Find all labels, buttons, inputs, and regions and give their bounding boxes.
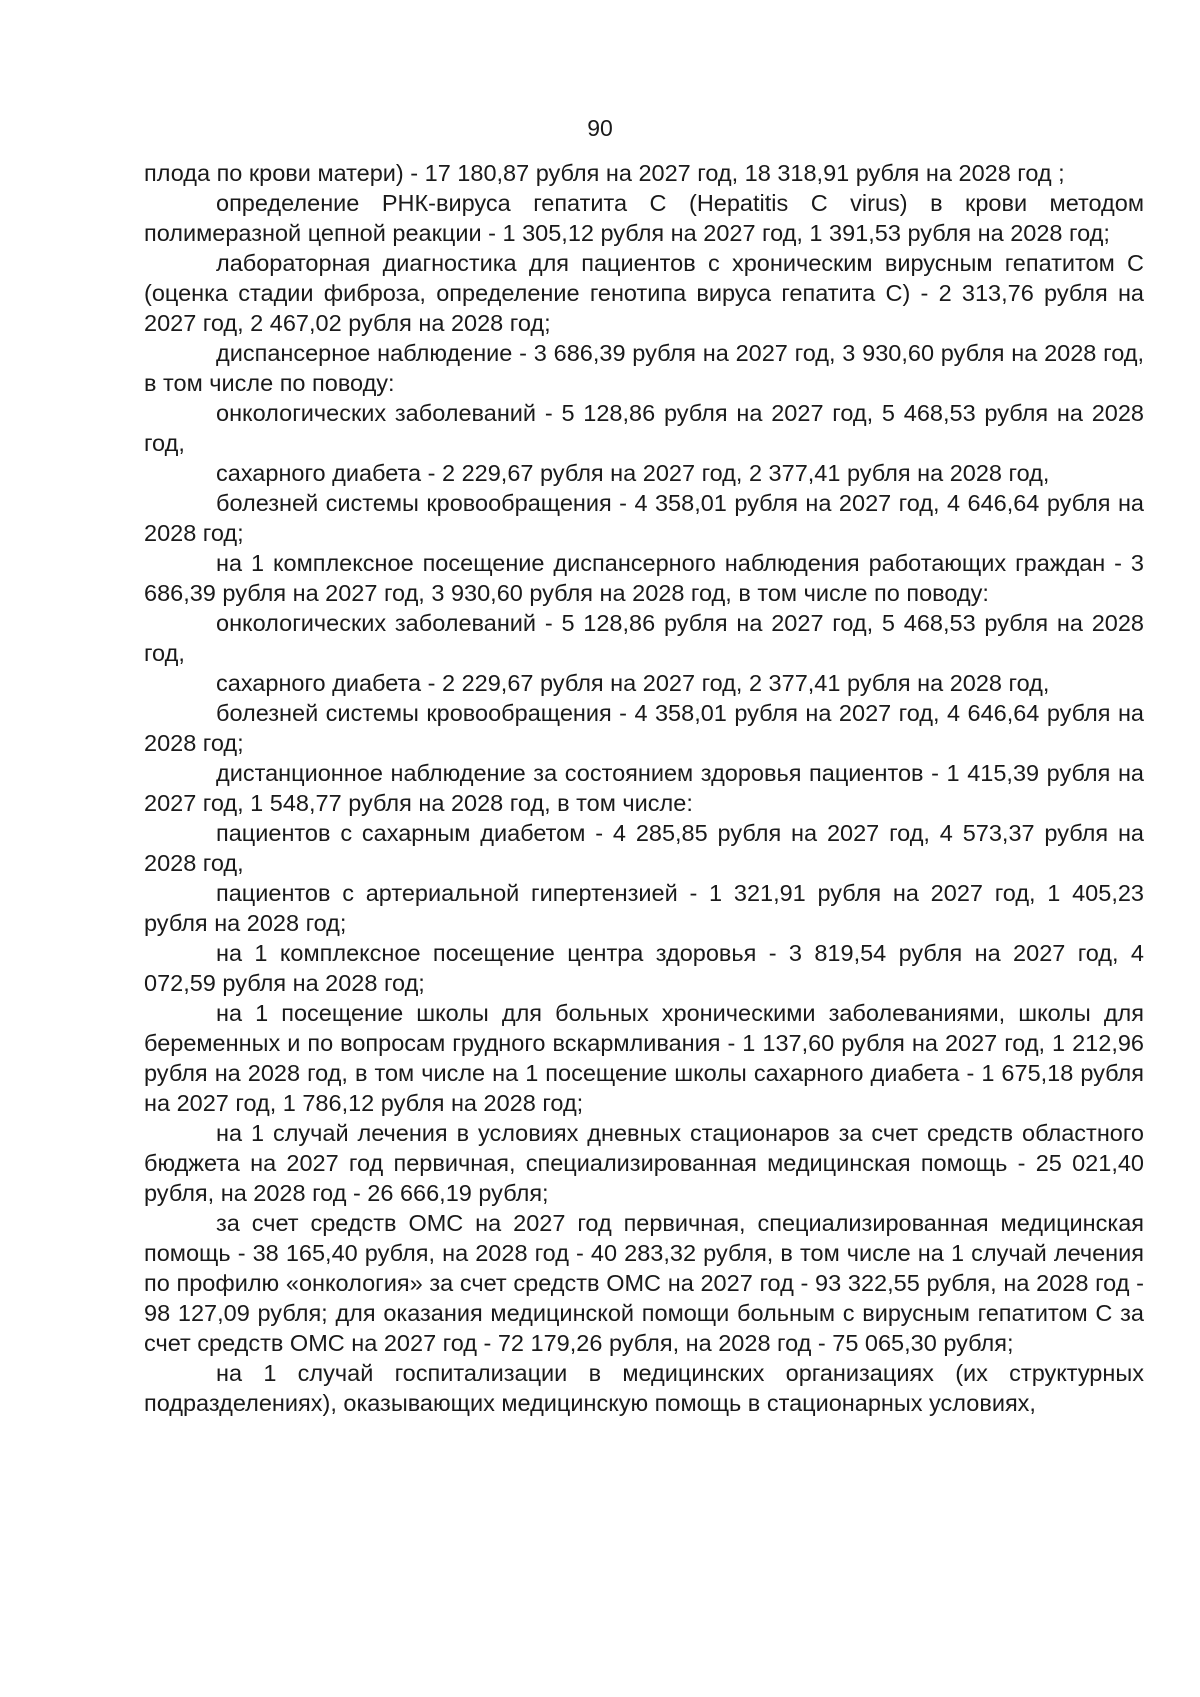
paragraph: на 1 случай лечения в условиях дневных стационаров за счет средств областного бюджета на 2027 год первичная, специализированная медицинская помощь - 25 021,40 рубля, на 2028 год - 26 666,19 рубля; bbox=[144, 1120, 1144, 1206]
paragraph: на 1 посещение школы для больных хроническими заболеваниями, школы для беременных и по вопросам грудного вскармливания - 1 137,60 рубля на 2027 год, 1 212,96 рубля на 2028 год, в том числе на 1 посещение школы сахарного диабета - 1 675,18 рубля на 2027 год, 1 786,12 рубля на 2028 год; bbox=[144, 1000, 1144, 1116]
paragraph: на 1 комплексное посещение диспансерного наблюдения работающих граждан - 3 686,39 рубля на 2027 год, 3 930,60 рубля на 2028 год, в том числе по поводу: bbox=[144, 550, 1144, 606]
paragraph: определение РНК-вируса гепатита С (Hepatitis C virus) в крови методом полимеразной цепной реакции - 1 305,12 рубля на 2027 год, 1 391,53 рубля на 2028 год; bbox=[144, 190, 1144, 246]
paragraph: сахарного диабета - 2 229,67 рубля на 2027 год, 2 377,41 рубля на 2028 год, bbox=[216, 460, 1050, 486]
paragraph: дистанционное наблюдение за состоянием здоровья пациентов - 1 415,39 рубля на 2027 год, 1 548,77 рубля на 2028 год, в том числе: bbox=[144, 760, 1144, 816]
document-body bbox=[144, 158, 1144, 1418]
paragraph: диспансерное наблюдение - 3 686,39 рубля на 2027 год, 3 930,60 рубля на 2028 год, в том числе по поводу: bbox=[144, 340, 1144, 396]
page-number: 90 bbox=[587, 115, 613, 141]
paragraph: плода по крови матери) - 17 180,87 рубля на 2027 год, 18 318,91 рубля на 2028 год ; bbox=[144, 160, 1065, 186]
paragraph: пациентов с сахарным диабетом - 4 285,85 рубля на 2027 год, 4 573,37 рубля на 2028 год, bbox=[144, 820, 1144, 876]
paragraph: болезней системы кровообращения - 4 358,01 рубля на 2027 год, 4 646,64 рубля на 2028 год; bbox=[144, 490, 1144, 546]
paragraph: пациентов с артериальной гипертензией - 1 321,91 рубля на 2027 год, 1 405,23 рубля на 2028 год; bbox=[144, 880, 1144, 936]
paragraph: на 1 случай госпитализации в медицинских организациях (их структурных подразделениях), оказывающих медицинскую помощь в стационарных условиях, bbox=[144, 1360, 1144, 1416]
paragraph: за счет средств ОМС на 2027 год первичная, специализированная медицинская помощь - 38 165,40 рубля, на 2028 год - 40 283,32 рубля, в том числе на 1 случай лечения по профилю «онкология» за счет средств ОМС на 2027 год - 93 322,55 рубля, на 2028 год - 98 127,09 рубля; для оказания медицинской помощи больным с вирусным гепатитом С за счет средств ОМС на 2027 год - 72 179,26 рубля, на 2028 год - 75 065,30 рубля; bbox=[144, 1210, 1144, 1356]
paragraph: лабораторная диагностика для пациентов с хроническим вирусным гепатитом С (оценка стадии фиброза, определение генотипа вируса гепатита С) - 2 313,76 рубля на 2027 год, 2 467,02 рубля на 2028 год; bbox=[144, 250, 1144, 336]
paragraph: болезней системы кровообращения - 4 358,01 рубля на 2027 год, 4 646,64 рубля на 2028 год; bbox=[144, 700, 1144, 756]
paragraph: сахарного диабета - 2 229,67 рубля на 2027 год, 2 377,41 рубля на 2028 год, bbox=[216, 670, 1050, 696]
paragraph: на 1 комплексное посещение центра здоровья - 3 819,54 рубля на 2027 год, 4 072,59 рубля на 2028 год; bbox=[144, 940, 1144, 996]
paragraph: онкологических заболеваний - 5 128,86 рубля на 2027 год, 5 468,53 рубля на 2028 год, bbox=[144, 400, 1144, 456]
paragraph: онкологических заболеваний - 5 128,86 рубля на 2027 год, 5 468,53 рубля на 2028 год, bbox=[144, 610, 1144, 666]
